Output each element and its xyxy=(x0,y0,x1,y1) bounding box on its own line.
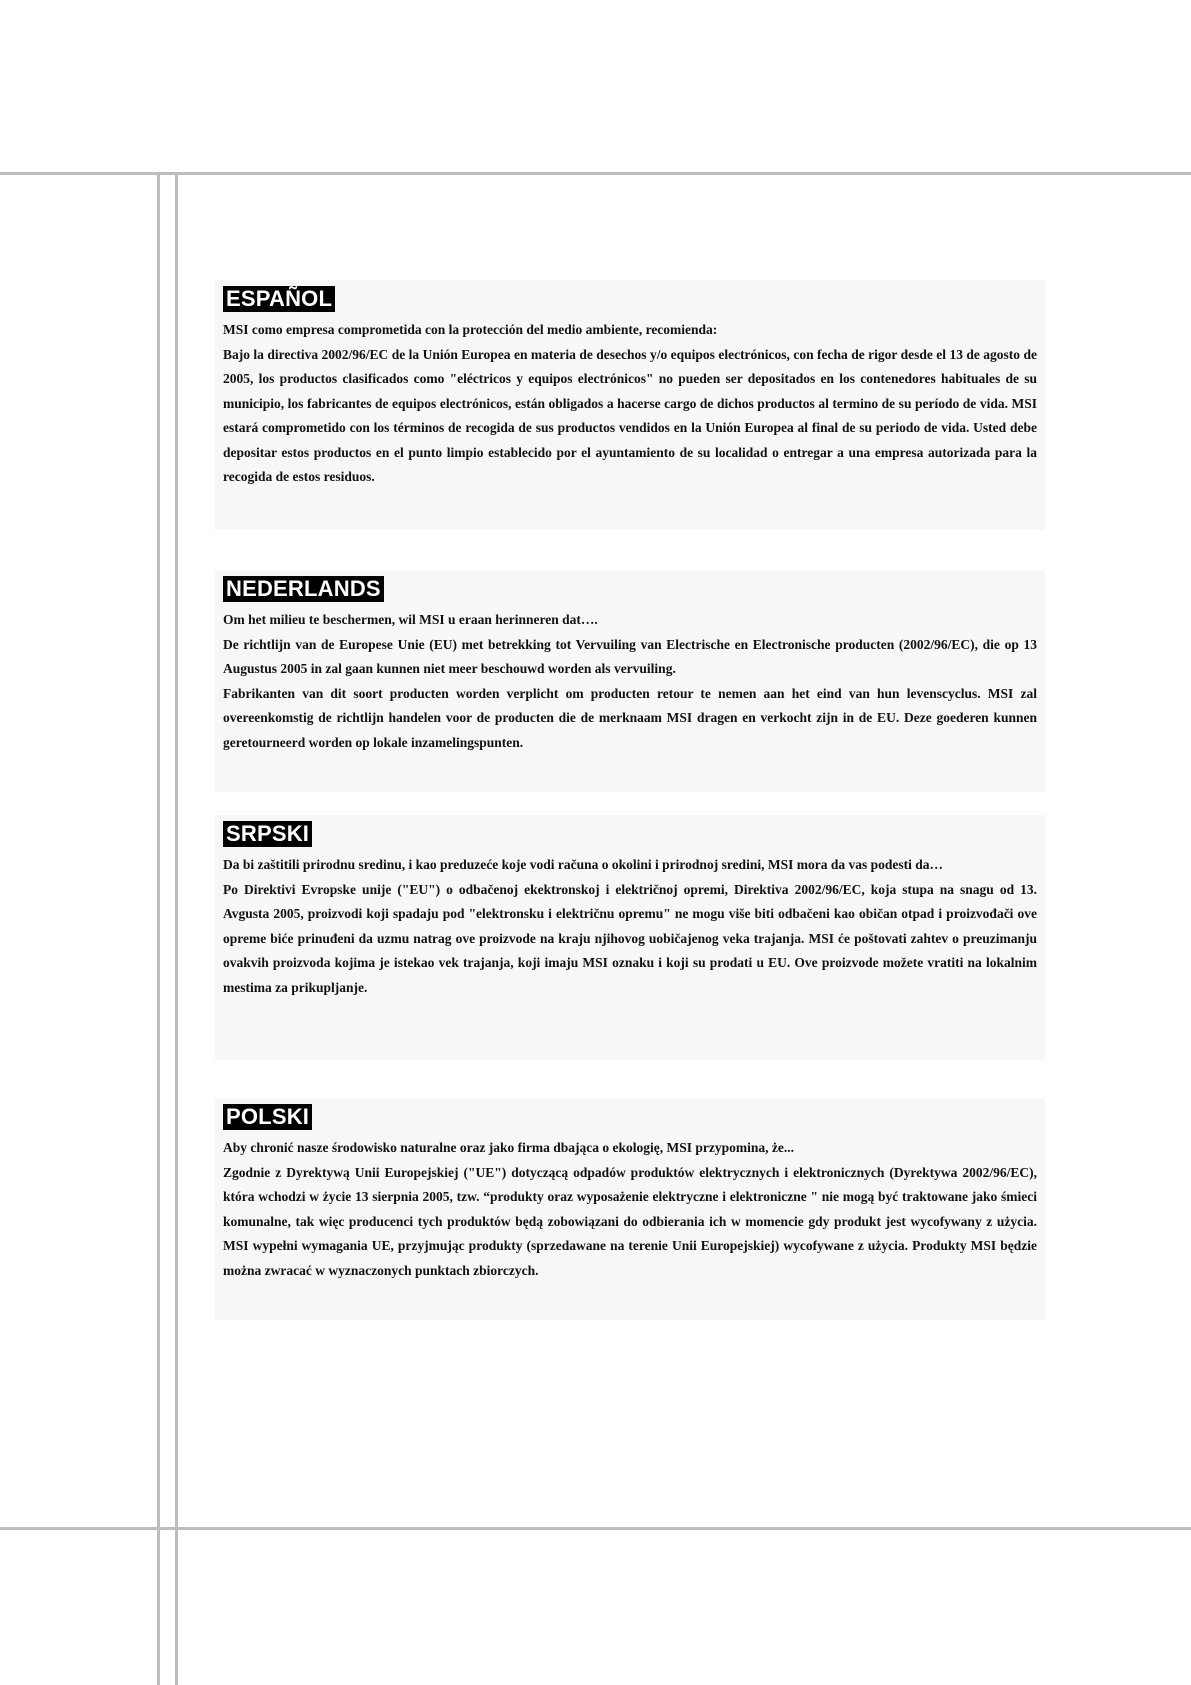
margin-rule-outer xyxy=(157,172,160,1685)
top-rule xyxy=(0,172,1191,175)
body-nederlands-1: De richtlijn van de Europese Unie (EU) met betrekking tot Vervuiling van Electrische en Electronische producten (2002/96/EC), die op 13 Augustus 2005 in zal gaan kunnen niet meer beschouwd worden als vervuiling. xyxy=(223,636,1037,676)
body-polski: Zgodnie z Dyrektywą Unii Europejskiej ("UE") dotyczącą odpadów produktów elektrycznych i elektronicznych (Dyrektywa 2002/96/EC), która wchodzi w życie 13 sierpnia 2005, tzw. “produkty oraz wyposażenie elektryczne i elektroniczne " nie mogą być traktowane jako śmieci komunalne, tak więc producenci tych produktów będą zobowiązani do odbierania ich w momencie gdy produkt jest wycofywany z użycia. MSI wypełni wymagania UE, przyjmując produkty (sprzedawane na terenie Unii Europejskiej) wycofywane z użycia. Produkty MSI będzie można zwracać w wyznaczonych punktach zbiorczych. xyxy=(223,1164,1037,1278)
intro-nederlands: Om het milieu te beschermen, wil MSI u eraan herinneren dat…. xyxy=(223,612,598,627)
section-title-polski: POLSKI xyxy=(223,1104,312,1130)
section-espanol xyxy=(215,280,1045,530)
section-nederlands xyxy=(215,570,1045,792)
section-title-nederlands: NEDERLANDS xyxy=(223,576,384,602)
body-nederlands-2: Fabrikanten van dit soort producten worden verplicht om producten retour te nemen aan het eind van hun levenscyclus. MSI zal overeenkomstig de richtlijn handelen voor de producten die de merknaam MSI dragen en verkocht zijn in de EU. Deze goederen kunnen geretourneerd worden op lokale inzamelingspunten. xyxy=(223,685,1037,750)
intro-espanol: MSI como empresa comprometida con la protección del medio ambiente, recomienda: xyxy=(223,322,718,337)
intro-polski: Aby chronić nasze środowisko naturalne oraz jako firma dbająca o ekologię, MSI przypomina, że... xyxy=(223,1140,794,1155)
section-polski xyxy=(215,1098,1045,1320)
section-title-srpski: SRPSKI xyxy=(223,821,312,847)
section-title-espanol: ESPAÑOL xyxy=(223,286,335,312)
body-srpski: Po Direktivi Evropske unije ("EU") o odbačenoj ekektronskoj i električnoj opremi, Direktiva 2002/96/EC, koja stupa na snagu od 13. Avgusta 2005, proizvodi koji spadaju pod "elektronsku i električnu opremu" ne mogu više biti odbačeni kao običan otpad i proizvođači ove opreme biće prinuđeni da uzmu natrag ove proizvode na kraju njihovog uobičajenog veka trajanja. MSI će poštovati zahtev o preuzimanju ovakvih proizvoda kojima je istekao vek trajanja, koji imaju MSI oznaku i koji su prodati u EU. Ove proizvode možete vratiti na lokalnim mestima za prikupljanje. xyxy=(223,881,1037,995)
body-espanol: Bajo la directiva 2002/96/EC de la Unión Europea en materia de desechos y/o equipos electrónicos, con fecha de rigor desde el 13 de agosto de 2005, los productos clasificados como "eléctricos y equipos electrónicos" no pueden ser depositados en los contenedores habituales de su municipio, los fabricantes de equipos electrónicos, están obligados a hacerse cargo de dichos productos al termino de su período de vida. MSI estará comprometido con los términos de recogida de sus productos vendidos en la Unión Europea al final de su periodo de vida. Usted debe depositar estos productos en el punto limpio establecido por el ayuntamiento de su localidad o entregar a una empresa autorizada para la recogida de estos residuos. xyxy=(223,346,1037,484)
bottom-rule xyxy=(0,1527,1191,1530)
margin-rule-inner xyxy=(175,172,178,1685)
intro-srpski: Da bi zaštitili prirodnu sredinu, i kao preduzeće koje vodi računa o okolini i prirodnoj sredini, MSI mora da vas podesti da… xyxy=(223,857,943,872)
section-srpski xyxy=(215,815,1045,1060)
